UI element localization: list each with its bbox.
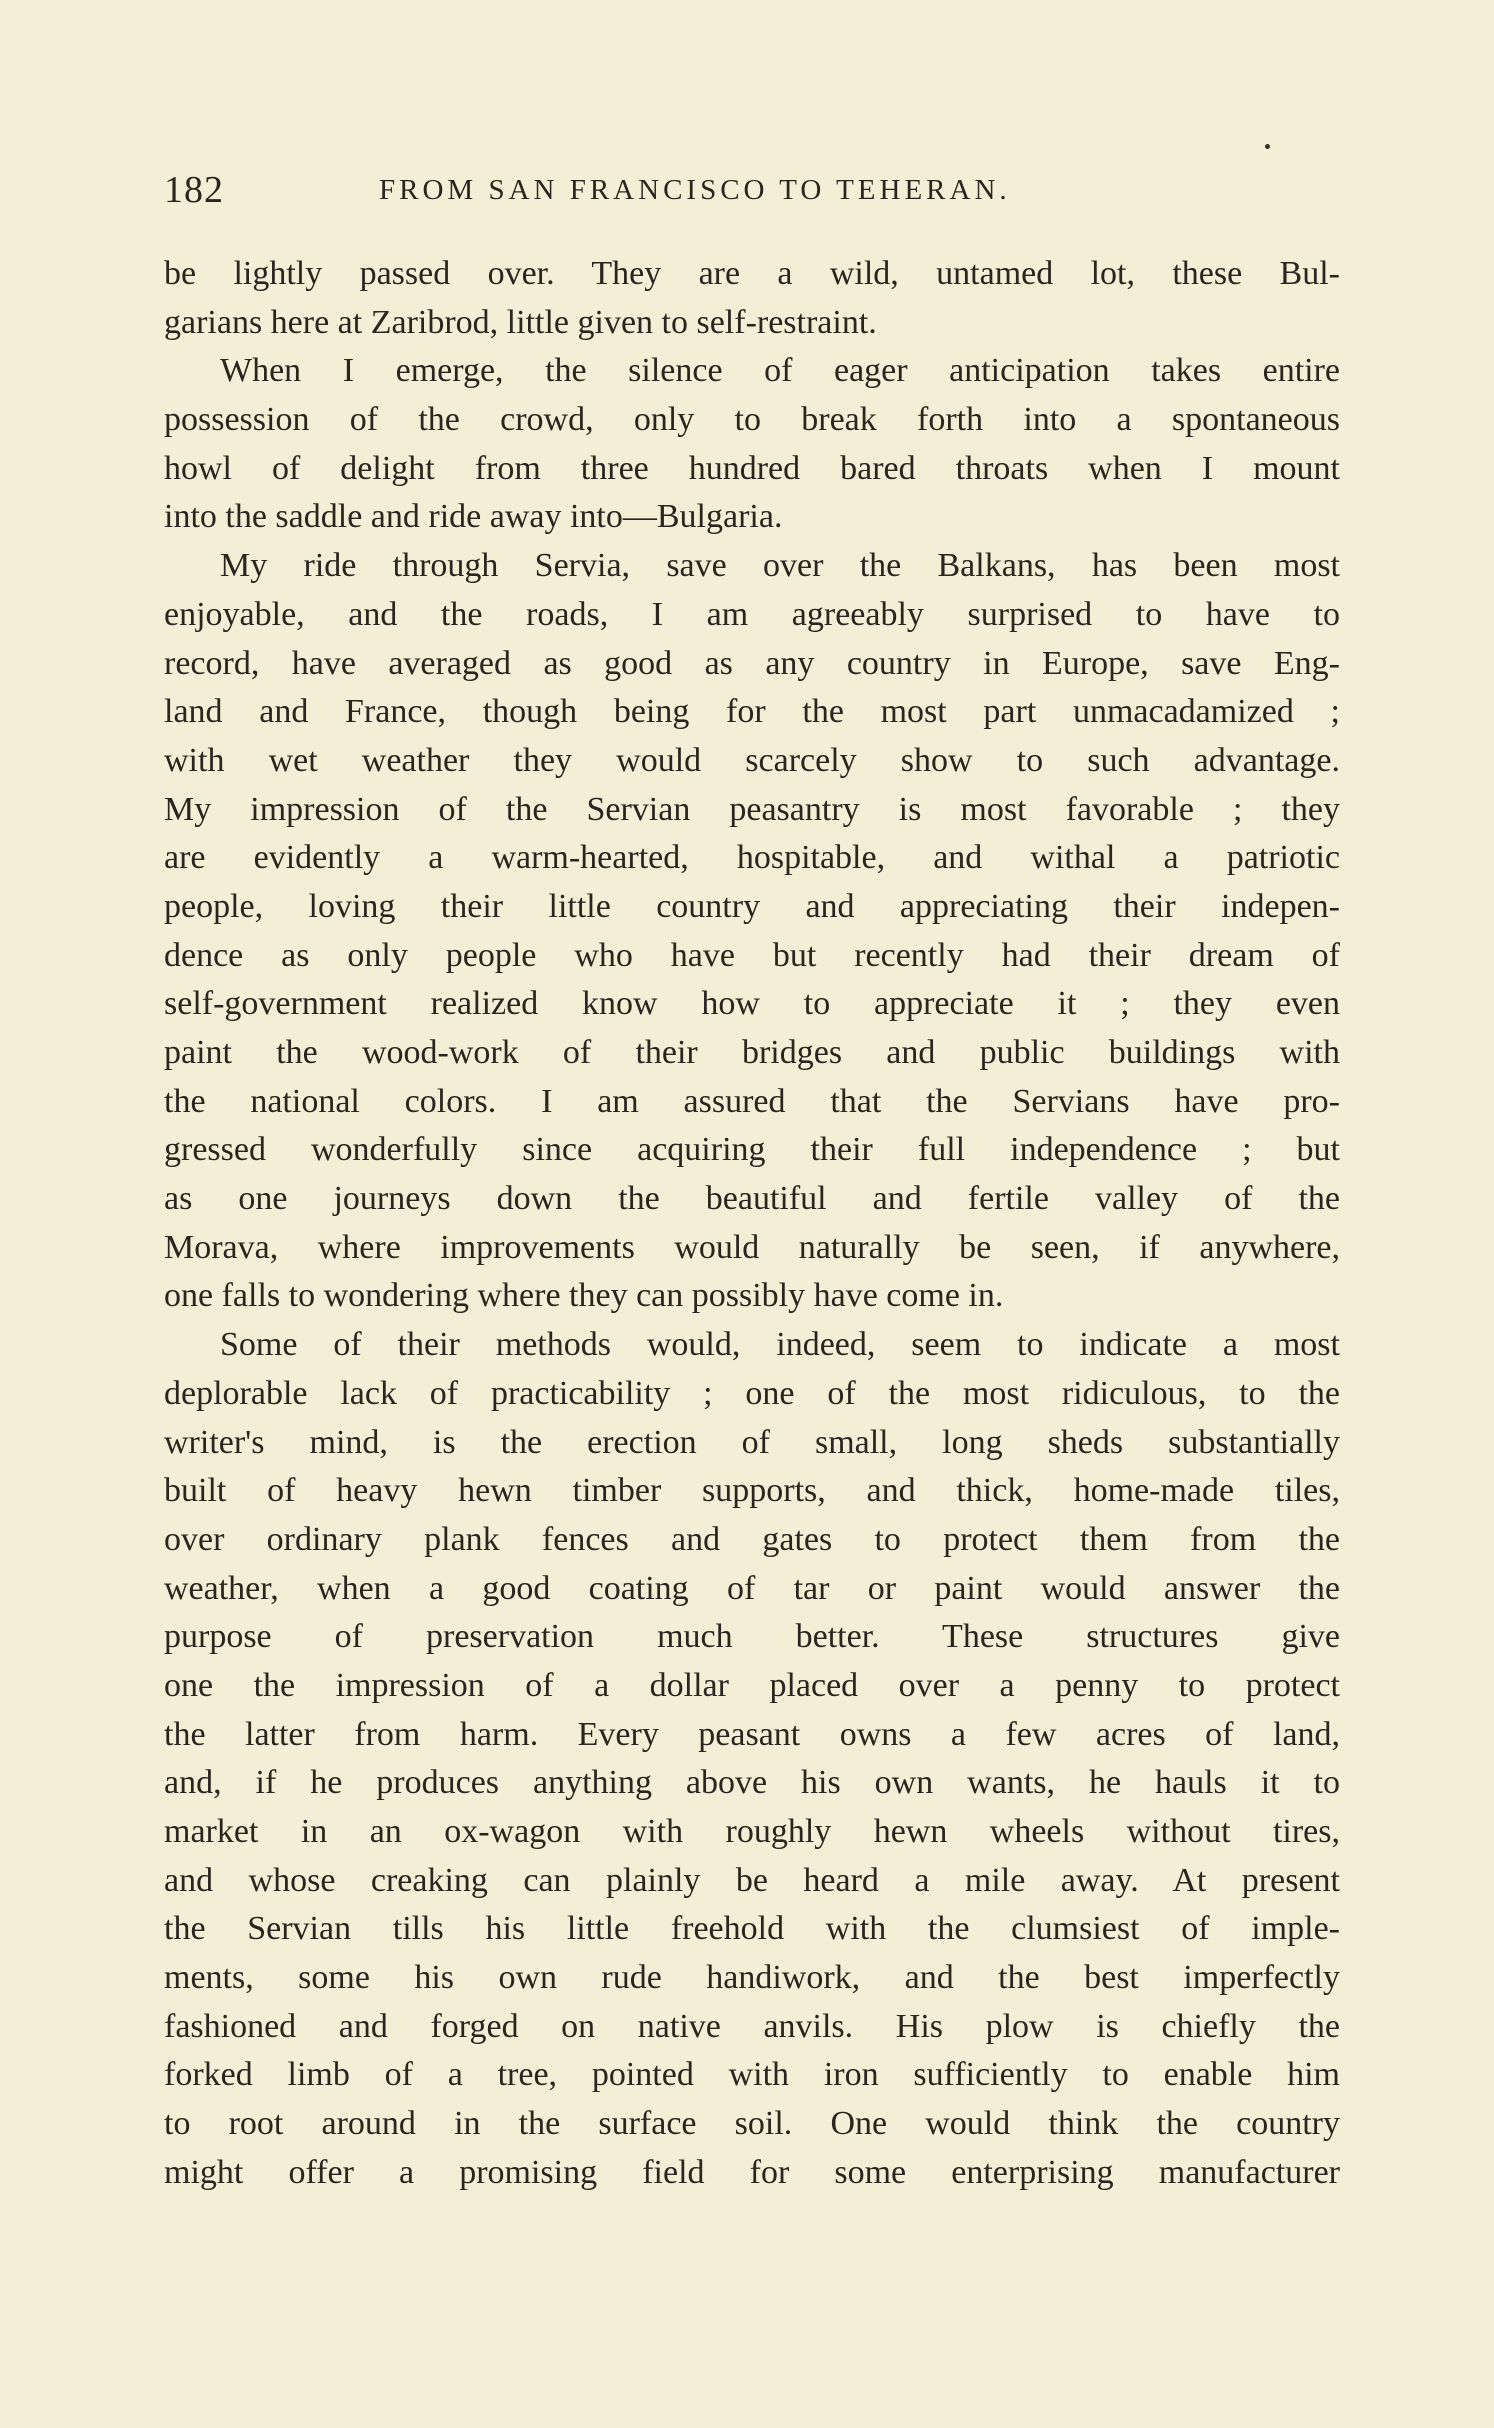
- text-line: When I emerge, the silence of eager anticipation takes entire: [220, 352, 1340, 390]
- text-line: weather, when a good coating of tar or paint would answer the: [164, 1569, 1340, 1607]
- text-line: the national colors. I am assured that the Servians have pro-: [164, 1082, 1340, 1120]
- text-line: garians here at Zaribrod, little given to self-restraint.: [164, 303, 877, 341]
- text-line: the latter from harm. Every peasant owns a few acres of land,: [164, 1715, 1340, 1753]
- text-line: one falls to wondering where they can possibly have come in.: [164, 1277, 1004, 1315]
- text-line: forked limb of a tree, pointed with iron sufficiently to enable him: [164, 2056, 1340, 2094]
- text-line: and whose creaking can plainly be heard a mile away. At present: [164, 1861, 1340, 1899]
- text-line: record, have averaged as good as any country in Europe, save Eng-: [164, 644, 1340, 682]
- text-line: paint the wood-work of their bridges and public buildings with: [164, 1034, 1340, 1071]
- body-text: [164, 250, 1340, 2198]
- text-line: gressed wonderfully since acquiring their full independence ; but: [164, 1131, 1340, 1169]
- text-line: self-government realized know how to appreciate it ; they even: [164, 985, 1340, 1023]
- text-line: and, if he produces anything above his own wants, he hauls it to: [164, 1764, 1340, 1802]
- ink-speck: [1265, 144, 1270, 149]
- running-title: FROM SAN FRANCISCO TO TEHERAN.: [379, 174, 1011, 206]
- text-line: over ordinary plank fences and gates to protect them from the: [164, 1520, 1340, 1558]
- text-line: howl of delight from three hundred bared throats when I mount: [164, 449, 1340, 487]
- text-line: My impression of the Servian peasantry is most favorable ; they: [164, 790, 1340, 828]
- text-line: into the saddle and ride away into—Bulgaria.: [164, 498, 783, 536]
- text-line: Some of their methods would, indeed, seem to indicate a most: [220, 1326, 1340, 1364]
- text-line: are evidently a warm-hearted, hospitable, and withal a patriotic: [164, 839, 1340, 877]
- text-line: the Servian tills his little freehold with the clumsiest of imple-: [164, 1910, 1340, 1948]
- text-line: one the impression of a dollar placed over a penny to protect: [164, 1666, 1340, 1704]
- text-line: purpose of preservation much better. These structures give: [164, 1618, 1340, 1656]
- text-line: enjoyable, and the roads, I am agreeably surprised to have to: [164, 595, 1340, 633]
- text-line: Morava, where improvements would naturally be seen, if anywhere,: [164, 1228, 1340, 1266]
- text-line: with wet weather they would scarcely show to such advantage.: [164, 741, 1340, 779]
- text-line: My ride through Servia, save over the Balkans, has been most: [220, 547, 1340, 585]
- text-line: people, loving their little country and appreciating their indepen-: [164, 887, 1340, 925]
- page-number: 182: [164, 169, 224, 211]
- text-line: land and France, though being for the most part unmacadamized ;: [164, 693, 1340, 731]
- text-line: market in an ox-wagon with roughly hewn wheels without tires,: [164, 1813, 1340, 1850]
- text-line: as one journeys down the beautiful and fertile valley of the: [164, 1180, 1340, 1218]
- text-line: deplorable lack of practicability ; one of the most ridiculous, to the: [164, 1374, 1340, 1412]
- text-line: fashioned and forged on native anvils. His plow is chiefly the: [164, 2007, 1340, 2045]
- text-line: dence as only people who have but recently had their dream of: [164, 936, 1340, 974]
- text-line: to root around in the surface soil. One would think the country: [164, 2105, 1340, 2143]
- text-line: might offer a promising field for some enterprising manufacturer: [164, 2153, 1340, 2191]
- text-line: ments, some his own rude handiwork, and the best imperfectly: [164, 1959, 1340, 1997]
- text-line: built of heavy hewn timber supports, and thick, home-made tiles,: [164, 1472, 1340, 1510]
- text-line: possession of the crowd, only to break forth into a spontaneous: [164, 401, 1340, 439]
- text-line: be lightly passed over. They are a wild, untamed lot, these Bul-: [164, 255, 1340, 292]
- text-line: writer's mind, is the erection of small, long sheds substantially: [164, 1423, 1340, 1461]
- running-head: [164, 168, 1340, 218]
